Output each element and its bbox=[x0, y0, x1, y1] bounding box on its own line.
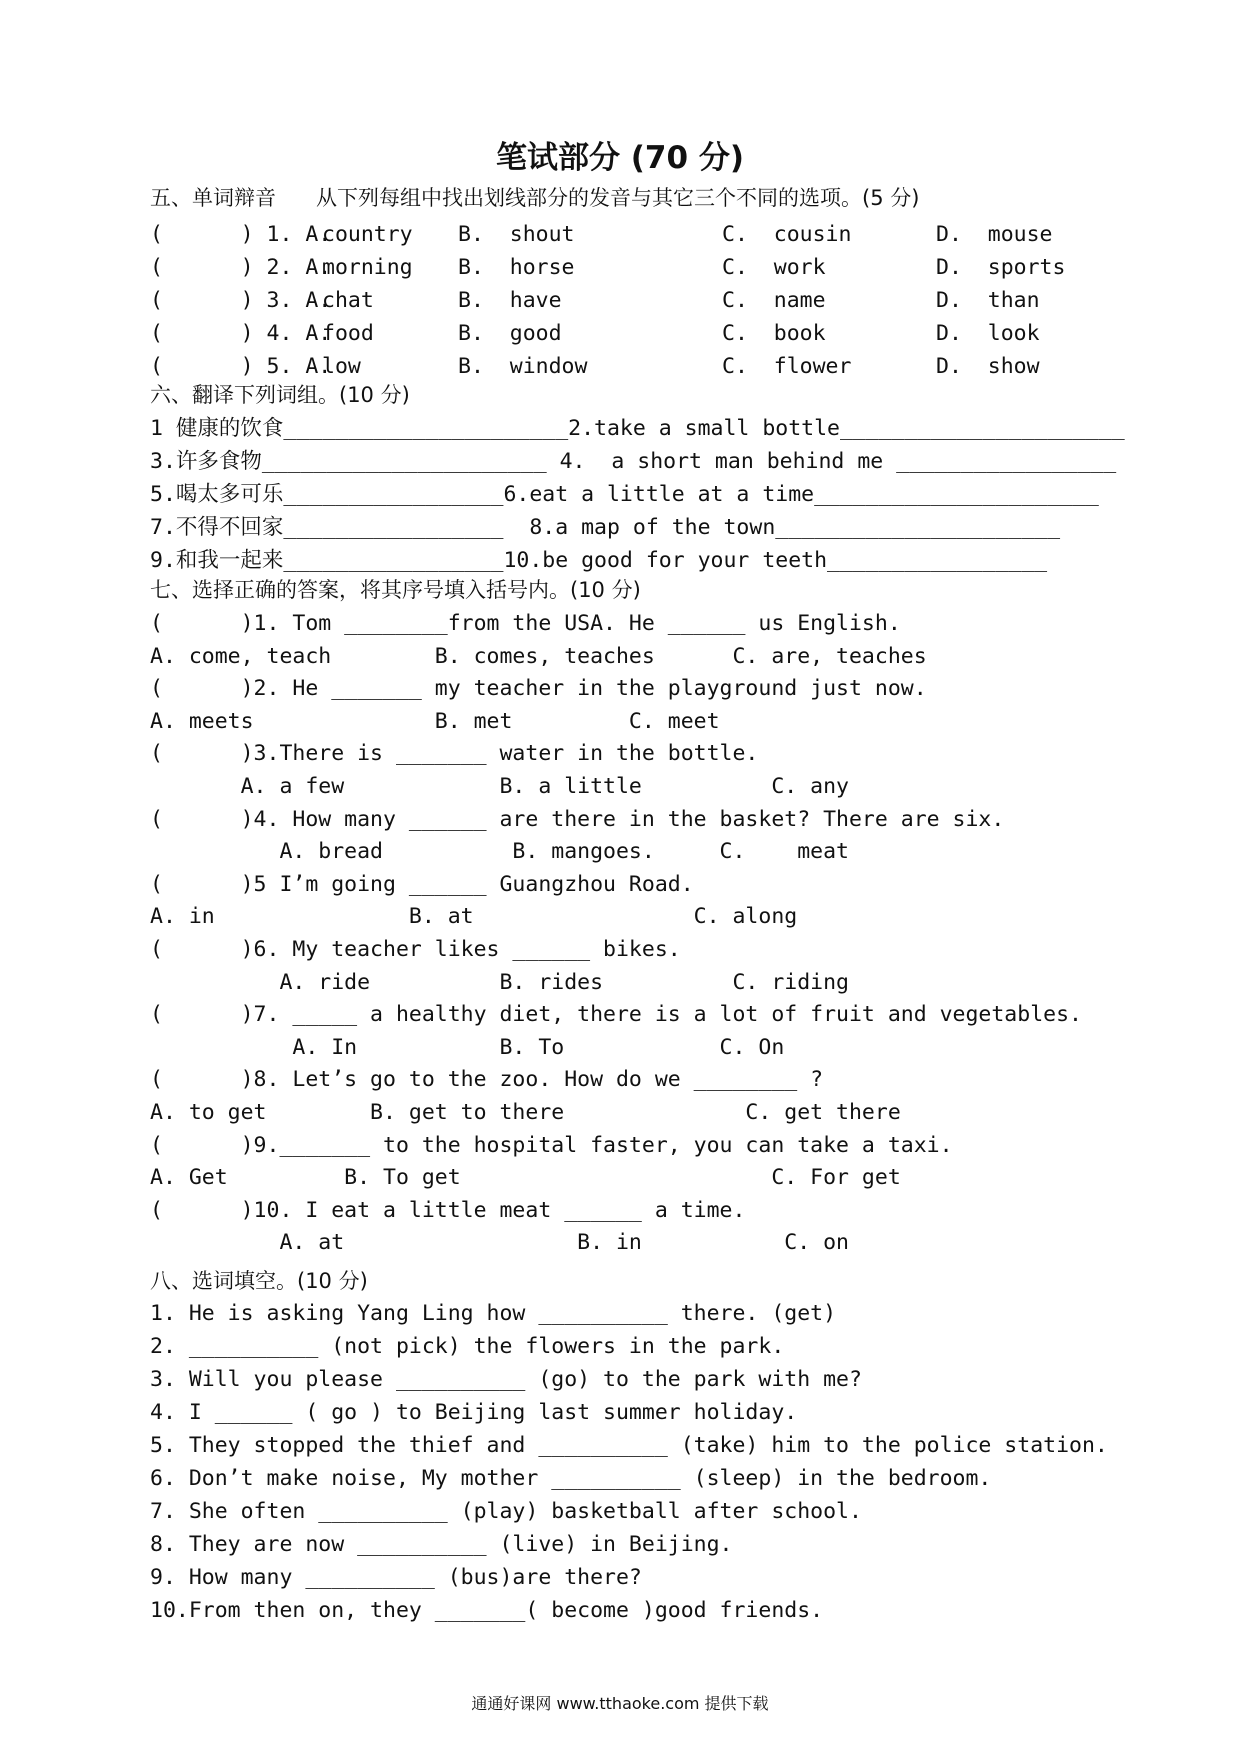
section5-row-4-num: ( ) 4. A. bbox=[150, 321, 332, 346]
section8-line-3: 3. Will you please __________ (go) to the park with me? bbox=[150, 1367, 862, 1392]
page-title: 笔试部分 (70 分) bbox=[495, 140, 745, 176]
section7-line-9: ( )5 I’m going ______ Guangzhou Road. bbox=[150, 871, 694, 897]
section8-line-7: 7. She often __________ (play) basketball after school. bbox=[150, 1499, 862, 1524]
section7-line-13: ( )7. _____ a healthy diet, there is a lot of fruit and vegetables. bbox=[150, 1002, 1082, 1028]
section5-row-1-c: C. cousin bbox=[722, 222, 852, 247]
section5-row-2-a: morning bbox=[322, 255, 413, 280]
section7-line-6: A. a few B. a little C. any bbox=[150, 774, 849, 799]
section5-row-5-num: ( ) 5. A. bbox=[150, 354, 332, 379]
section5-row-2-b: B. horse bbox=[458, 255, 575, 280]
section5-row-1-a: country bbox=[322, 222, 413, 247]
section7-line-3: ( )2. He _______ my teacher in the playground just now. bbox=[150, 676, 927, 702]
section8-line-9: 9. How many __________ (bus)are there? bbox=[150, 1565, 642, 1590]
section7-line-1: ( )1. Tom ________from the USA. He ______ us English. bbox=[150, 611, 901, 636]
section5-row-4-a: food bbox=[322, 321, 374, 346]
section5-row-3-b: B. have bbox=[458, 288, 562, 313]
section5-row-3-d: D. than bbox=[936, 288, 1040, 313]
section5-row-3-a: chat bbox=[322, 288, 374, 313]
section6-line-3: 5.喝太多可乐_________________6.eat a little at a time______________________ bbox=[150, 482, 1099, 507]
section7-line-7: ( )4. How many ______ are there in the basket? There are six. bbox=[150, 806, 1005, 832]
footer-credit: 通通好课网 www.tthaoke.com 提供下载 bbox=[471, 1694, 769, 1713]
section7-line-20: A. at B. in C. on bbox=[150, 1230, 849, 1256]
section6-line-2: 3.许多食物______________________ 4. a short man behind me _________________ bbox=[150, 449, 1117, 474]
section8-line-5: 5. They stopped the thief and __________ (take) him to the police station. bbox=[150, 1433, 1108, 1458]
section5-row-4-b: B. good bbox=[458, 321, 562, 346]
section7-line-16: A. to get B. get to there C. get there bbox=[150, 1100, 901, 1125]
section7-line-14: A. In B. To C. On bbox=[150, 1034, 785, 1060]
section7-line-11: ( )6. My teacher likes ______ bikes. bbox=[150, 937, 681, 962]
section5-row-1-num: ( ) 1. A. bbox=[150, 222, 332, 247]
section6-line-4: 7.不得不回家_________________ 8.a map of the town______________________ bbox=[150, 515, 1061, 540]
section5-heading: 五、单词辩音 从下列每组中找出划线部分的发音与其它三个不同的选项。(5 分) bbox=[150, 186, 920, 210]
section8-heading: 八、选词填空。(10 分) bbox=[150, 1269, 368, 1293]
section5-row-1-d: D. mouse bbox=[936, 222, 1053, 247]
section7-line-4: A. meets B. met C. meet bbox=[150, 708, 720, 734]
section6-line-1: 1 健康的饮食______________________2.take a small bottle______________________ bbox=[150, 416, 1125, 441]
section8-line-8: 8. They are now __________ (live) in Beijing. bbox=[150, 1532, 733, 1557]
section5-row-2-num: ( ) 2. A. bbox=[150, 255, 332, 280]
section5-row-5-a: low bbox=[322, 354, 361, 379]
section5-row-3-num: ( ) 3. A. bbox=[150, 288, 332, 313]
section5-row-2-d: D. sports bbox=[936, 255, 1066, 280]
section7-line-17: ( )9._______ to the hospital faster, you can take a taxi. bbox=[150, 1132, 953, 1158]
section8-line-1: 1. He is asking Yang Ling how __________ there. (get) bbox=[150, 1301, 837, 1326]
section7-line-15: ( )8. Let’s go to the zoo. How do we ________ ? bbox=[150, 1067, 824, 1093]
section7-line-8: A. bread B. mangoes. C. meat bbox=[150, 839, 849, 865]
section6-heading: 六、翻译下列词组。(10 分) bbox=[150, 383, 410, 407]
section5-row-5-b: B. window bbox=[458, 354, 588, 379]
section7-line-12: A. ride B. rides C. riding bbox=[150, 969, 849, 995]
section7-line-2: A. come, teach B. comes, teaches C. are, teaches bbox=[150, 643, 927, 669]
section8-line-6: 6. Don’t make noise, My mother __________ (sleep) in the bedroom. bbox=[150, 1466, 992, 1491]
section7-line-19: ( )10. I eat a little meat ______ a time. bbox=[150, 1197, 746, 1223]
section7-line-10: A. in B. at C. along bbox=[150, 904, 798, 930]
section7-heading: 七、选择正确的答案，将其序号填入括号内。(10 分) bbox=[150, 578, 641, 602]
section5-row-3-c: C. name bbox=[722, 288, 826, 313]
section8-line-10: 10.From then on, they _______( become )good friends. bbox=[150, 1598, 824, 1623]
section8-line-2: 2. __________ (not pick) the flowers in the park. bbox=[150, 1334, 785, 1359]
section7-line-18: A. Get B. To get C. For get bbox=[150, 1165, 901, 1191]
section8-line-4: 4. I ______ ( go ) to Beijing last summer holiday. bbox=[150, 1400, 798, 1425]
section5-row-4-c: C. book bbox=[722, 321, 826, 346]
section6-line-5: 9.和我一起来_________________10.be good for your teeth_________________ bbox=[150, 548, 1048, 573]
section5-row-2-c: C. work bbox=[722, 255, 826, 280]
section7-line-5: ( )3.There is _______ water in the bottle. bbox=[150, 741, 759, 767]
section5-row-5-d: D. show bbox=[936, 354, 1040, 379]
section5-row-1-b: B. shout bbox=[458, 222, 575, 247]
section5-row-5-c: C. flower bbox=[722, 354, 852, 379]
section5-row-4-d: D. look bbox=[936, 321, 1040, 346]
